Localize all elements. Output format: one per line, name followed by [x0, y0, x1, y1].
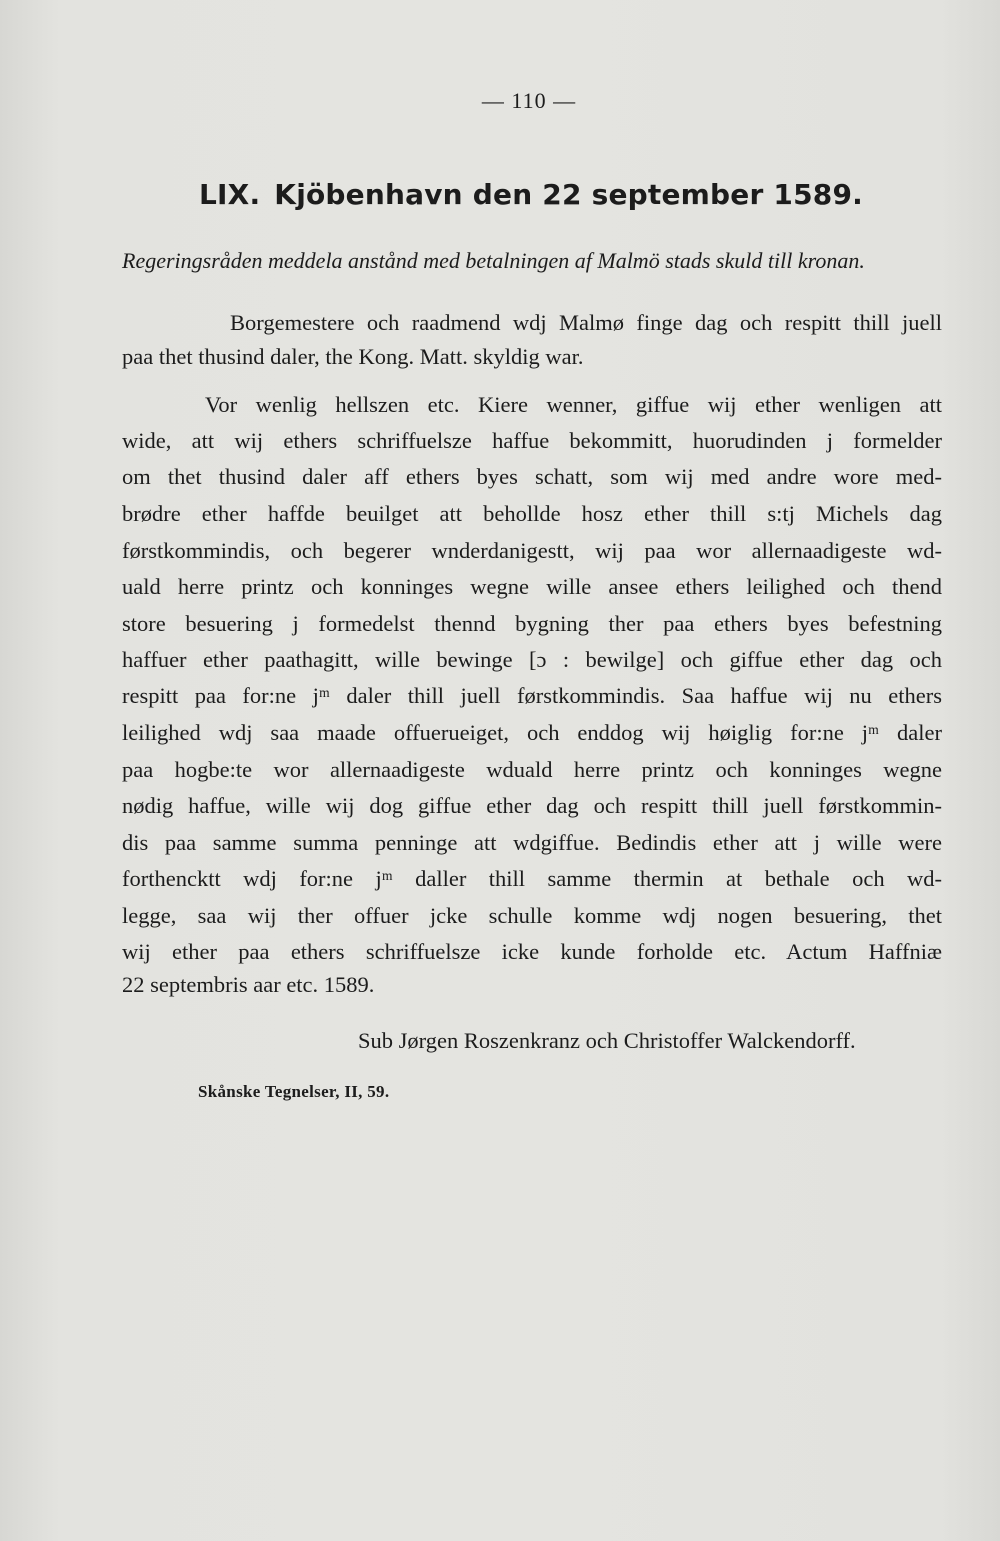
source-reference: Skånske Tegnelser, II, 59.: [198, 1082, 390, 1101]
document-summary: Regeringsråden meddela anstånd med betalningen af Malmö stads skuld till kronan.: [122, 248, 865, 273]
body-line: brødre ether haffde beuilget att behollde hosz ether thill s:tj Michels dag: [122, 501, 942, 526]
address-line: paa thet thusind daler, the Kong. Matt. skyldig war.: [122, 344, 584, 369]
body-line: nødig haffue, wille wij dog giffue ether dag och respitt thill juell førstkommin-: [122, 793, 942, 818]
body-line: store besuering j formedelst thennd bygning ther paa ethers byes befestning: [122, 611, 942, 636]
body-line: dis paa samme summa penninge att wdgiffue. Bedindis ether att j wille were: [122, 830, 942, 855]
body-line: uald herre printz och konninges wegne wille ansee ethers leilighed och thend: [122, 574, 942, 599]
document-heading: [0, 178, 1000, 211]
body-line: haffuer ether paathagitt, wille bewinge [ɔ : bewilge] och giffue ether dag och: [122, 647, 942, 672]
body-line: 22 septembris aar etc. 1589.: [122, 972, 375, 997]
document-title: Kjöbenhavn den 22 september 1589.: [274, 178, 863, 211]
address-line: Borgemestere och raadmend wdj Malmø finge dag och respitt thill juell: [230, 310, 942, 335]
body-line: respitt paa for:ne jᵐ daler thill juell førstkommindis. Saa haffue wij nu ethers: [122, 683, 942, 708]
page-number: — 110 —: [481, 88, 577, 113]
document-number: LIX.: [199, 178, 261, 211]
body-line: paa hogbe:te wor allernaadigeste wduald herre printz och konninges wegne: [122, 757, 942, 782]
body-line: om thet thusind daler aff ethers byes schatt, som wij med andre wore med-: [122, 464, 942, 489]
signature-line: Sub Jørgen Roszenkranz och Christoffer Walckendorff.: [358, 1028, 856, 1053]
body-line: førstkommindis, och begerer wnderdanigestt, wij paa wor allernaadigeste wd-: [122, 538, 942, 563]
body-line: forthencktt wdj for:ne jᵐ daller thill samme thermin at bethale och wd-: [122, 866, 942, 891]
body-line: Vor wenlig hellszen etc. Kiere wenner, giffue wij ether wenligen att: [205, 392, 942, 417]
body-line: wij ether paa ethers schriffuelsze icke kunde forholde etc. Actum Haffniæ: [122, 939, 942, 964]
body-line: leilighed wdj saa maade offuerueiget, och enddog wij høiglig for:ne jᵐ daler: [122, 720, 942, 745]
body-line: wide, att wij ethers schriffuelsze haffue bekommitt, huorudinden j formelder: [122, 428, 942, 453]
body-line: legge, saa wij ther offuer jcke schulle komme wdj nogen besuering, thet: [122, 903, 942, 928]
